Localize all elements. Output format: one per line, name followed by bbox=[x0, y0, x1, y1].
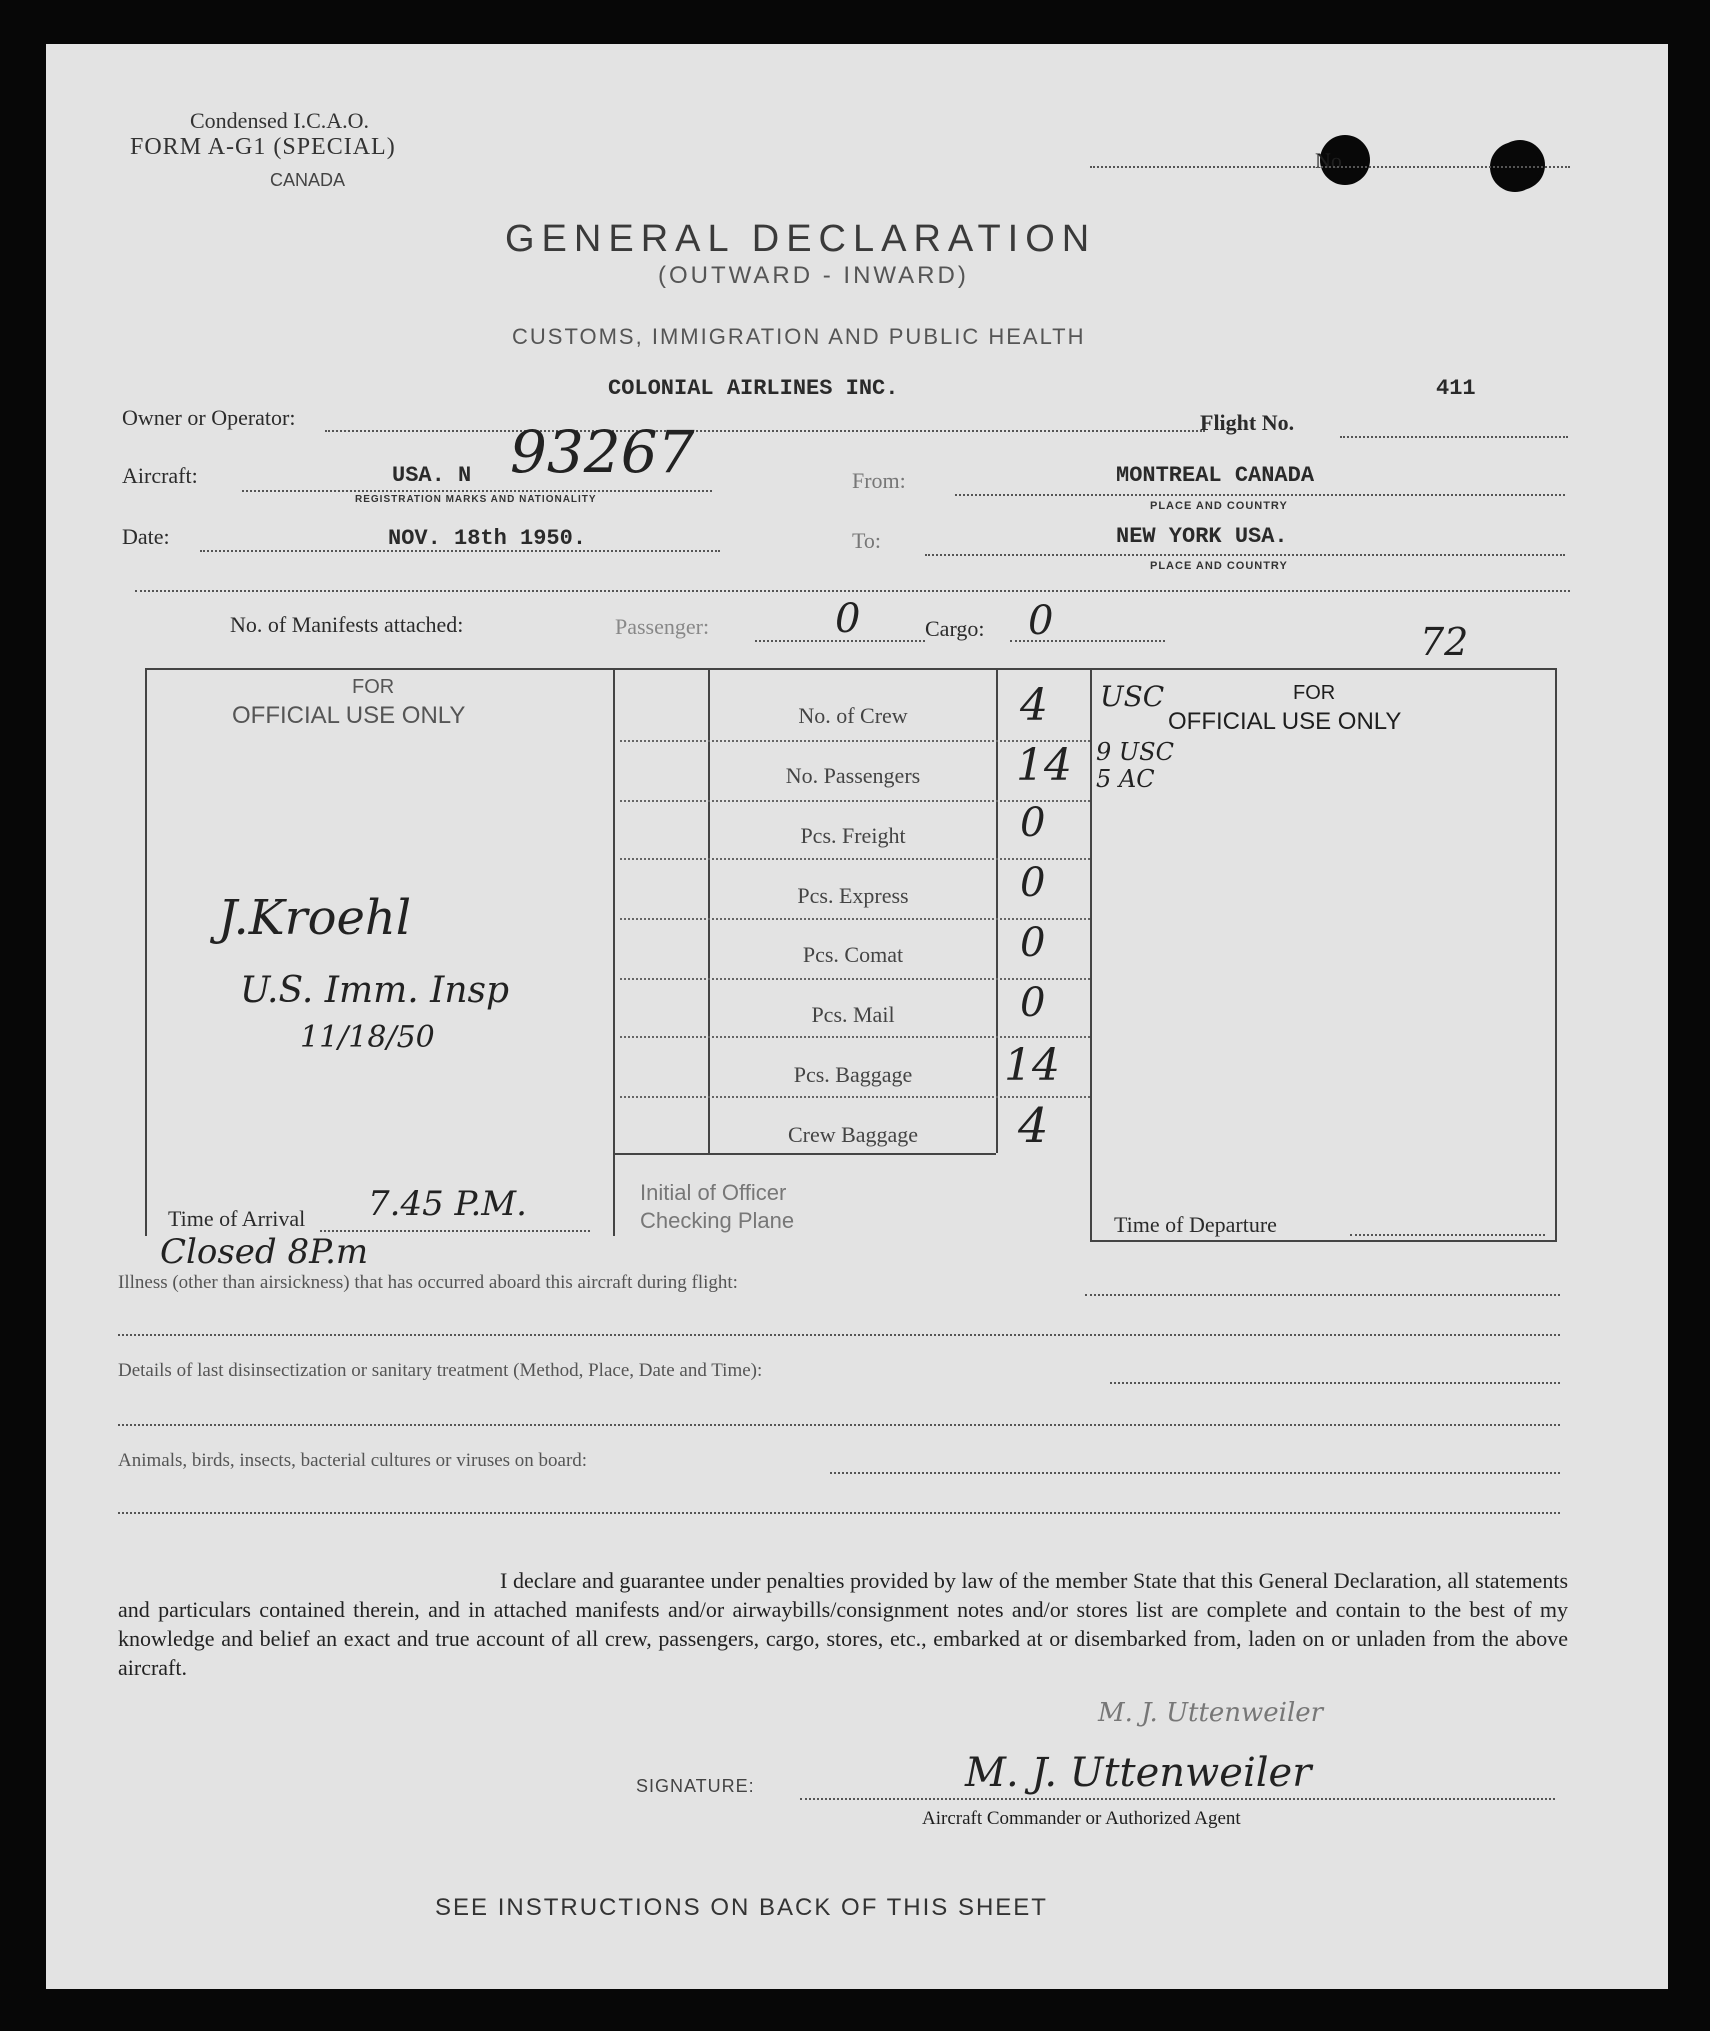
from-value: MONTREAL CANADA bbox=[1116, 463, 1315, 488]
initial-label-2: Checking Plane bbox=[640, 1208, 795, 1233]
aircraft-caption: REGISTRATION MARKS AND NATIONALITY bbox=[355, 494, 597, 505]
row-value-freight: 0 bbox=[1020, 800, 1046, 846]
cargo-label: Cargo: bbox=[925, 616, 985, 641]
title-services: CUSTOMS, IMMIGRATION AND PUBLIC HEALTH bbox=[512, 324, 1086, 349]
aircraft-label: Aircraft: bbox=[122, 463, 198, 488]
row-label-crew: No. of Crew bbox=[798, 703, 908, 728]
form-line-3: CANADA bbox=[270, 170, 346, 190]
aircraft-value: USA. N bbox=[392, 463, 472, 488]
right-note-3: 5 AC bbox=[1096, 765, 1155, 793]
left-header-1: FOR bbox=[352, 676, 395, 698]
officer-note-2: 11/18/50 bbox=[300, 1020, 435, 1055]
officer-note-1: U.S. Imm. Insp bbox=[240, 970, 510, 1011]
right-note-1: USC bbox=[1100, 680, 1165, 713]
table-left-border bbox=[145, 668, 147, 1236]
cargo-value: 0 bbox=[1028, 598, 1054, 644]
right-note-2: 9 USC bbox=[1096, 738, 1174, 766]
right-header-2: OFFICIAL USE ONLY bbox=[1168, 708, 1402, 735]
from-line bbox=[955, 494, 1565, 496]
row-label-mail: Pcs. Mail bbox=[811, 1002, 895, 1027]
to-caption: PLACE AND COUNTRY bbox=[1150, 560, 1288, 572]
owner-label: Owner or Operator: bbox=[122, 405, 296, 430]
separator-line bbox=[135, 590, 1570, 592]
illness-question: Illness (other than airsickness) that has occurred aboard this aircraft during flight: bbox=[118, 1272, 738, 1293]
aircraft-line bbox=[242, 490, 712, 492]
table-top-border bbox=[145, 668, 1557, 670]
row-value-comat: 0 bbox=[1020, 920, 1046, 966]
form-line-1: Condensed I.C.A.O. bbox=[190, 108, 370, 133]
animals-line-1 bbox=[830, 1472, 1560, 1474]
row-label-express: Pcs. Express bbox=[797, 883, 909, 908]
animals-line-2 bbox=[118, 1512, 1560, 1514]
margin-number: 72 bbox=[1420, 620, 1469, 664]
declaration-text: I declare and guarantee under penalties provided by law of the member State that this General Declaration, all statements and particulars contained therein, and in attached manifests and/or airwaybills/consignment notes and/or stores list are complete and contain to the best of my knowledge and belief an exact and true account of all crew, passengers, cargo, stores, etc., embarked at or disembarked from, laden on or unladen from the above aircraft. bbox=[118, 1568, 1568, 1680]
flight-line bbox=[1340, 436, 1568, 438]
commander-signature: M. J. Uttenweiler bbox=[965, 1750, 1312, 1796]
row-value-mail: 0 bbox=[1020, 980, 1046, 1026]
table-right-bottom bbox=[1090, 1240, 1557, 1242]
time-arrival-value: 7.45 P.M. bbox=[368, 1184, 527, 1224]
disinsect-line-1 bbox=[1110, 1382, 1560, 1384]
flight-value: 411 bbox=[1436, 376, 1476, 401]
signature-caption: Aircraft Commander or Authorized Agent bbox=[922, 1808, 1241, 1829]
flight-label: Flight No. bbox=[1200, 410, 1295, 435]
disinsect-line-2 bbox=[118, 1424, 1560, 1426]
closed-note: Closed 8P.m bbox=[160, 1232, 369, 1272]
right-header-1: FOR bbox=[1293, 682, 1336, 704]
footer-instructions: SEE INSTRUCTIONS ON BACK OF THIS SHEET bbox=[435, 1894, 1048, 1921]
printed-name: M. J. Uttenweiler bbox=[1098, 1698, 1324, 1728]
row-value-baggage: 14 bbox=[1004, 1040, 1060, 1091]
from-label: From: bbox=[852, 468, 906, 493]
row-label-passengers: No. Passengers bbox=[785, 763, 921, 788]
date-label: Date: bbox=[122, 524, 170, 549]
signature-label: SIGNATURE: bbox=[636, 1776, 755, 1796]
owner-line bbox=[325, 430, 1205, 432]
row-label-baggage: Pcs. Baggage bbox=[793, 1062, 913, 1087]
row-value-crew-baggage: 4 bbox=[1018, 1098, 1049, 1154]
left-header-2: OFFICIAL USE ONLY bbox=[232, 702, 466, 729]
to-line bbox=[925, 554, 1565, 556]
row-divider-6 bbox=[620, 1036, 1090, 1038]
manifests-label: No. of Manifests attached: bbox=[230, 612, 464, 637]
number-label: No bbox=[1315, 148, 1342, 173]
title-sub: (OUTWARD - INWARD) bbox=[658, 262, 969, 289]
row-value-crew: 4 bbox=[1020, 680, 1048, 731]
aircraft-handwritten: 93267 bbox=[510, 418, 695, 486]
table-divider-1 bbox=[613, 668, 615, 1236]
illness-line-2 bbox=[118, 1334, 1560, 1336]
illness-line-1 bbox=[1085, 1294, 1560, 1296]
row-label-freight: Pcs. Freight bbox=[800, 823, 906, 848]
table-right-border bbox=[1555, 668, 1557, 1242]
officer-signature: J.Kroehl bbox=[218, 890, 412, 946]
owner-value: COLONIAL AIRLINES INC. bbox=[608, 376, 899, 401]
row-value-express: 0 bbox=[1020, 860, 1046, 906]
table-divider-4 bbox=[1090, 668, 1092, 1242]
time-departure-label: Time of Departure bbox=[1114, 1212, 1277, 1237]
to-label: To: bbox=[852, 528, 882, 553]
to-value: NEW YORK USA. bbox=[1116, 524, 1288, 549]
row-label-comat: Pcs. Comat bbox=[802, 942, 904, 967]
row-label-crew-baggage: Crew Baggage bbox=[787, 1122, 919, 1147]
title-main: GENERAL DECLARATION bbox=[505, 218, 1097, 260]
initial-label-1: Initial of Officer bbox=[640, 1180, 787, 1205]
passenger-label: Passenger: bbox=[615, 614, 710, 639]
time-arrival-label: Time of Arrival bbox=[168, 1206, 306, 1231]
form-line-2: FORM A-G1 (SPECIAL) bbox=[130, 134, 396, 160]
signature-line bbox=[800, 1798, 1555, 1800]
disinsect-question: Details of last disinsectization or sanitary treatment (Method, Place, Date and Time): bbox=[118, 1360, 763, 1381]
time-departure-line bbox=[1350, 1234, 1545, 1236]
passenger-value: 0 bbox=[835, 596, 861, 642]
row-value-passengers: 14 bbox=[1016, 740, 1072, 791]
from-caption: PLACE AND COUNTRY bbox=[1150, 500, 1288, 512]
number-line bbox=[1090, 166, 1570, 168]
date-value: NOV. 18th 1950. bbox=[388, 526, 587, 551]
animals-question: Animals, birds, insects, bacterial cultures or viruses on board: bbox=[118, 1450, 588, 1471]
table-rows-bottom bbox=[613, 1153, 996, 1155]
